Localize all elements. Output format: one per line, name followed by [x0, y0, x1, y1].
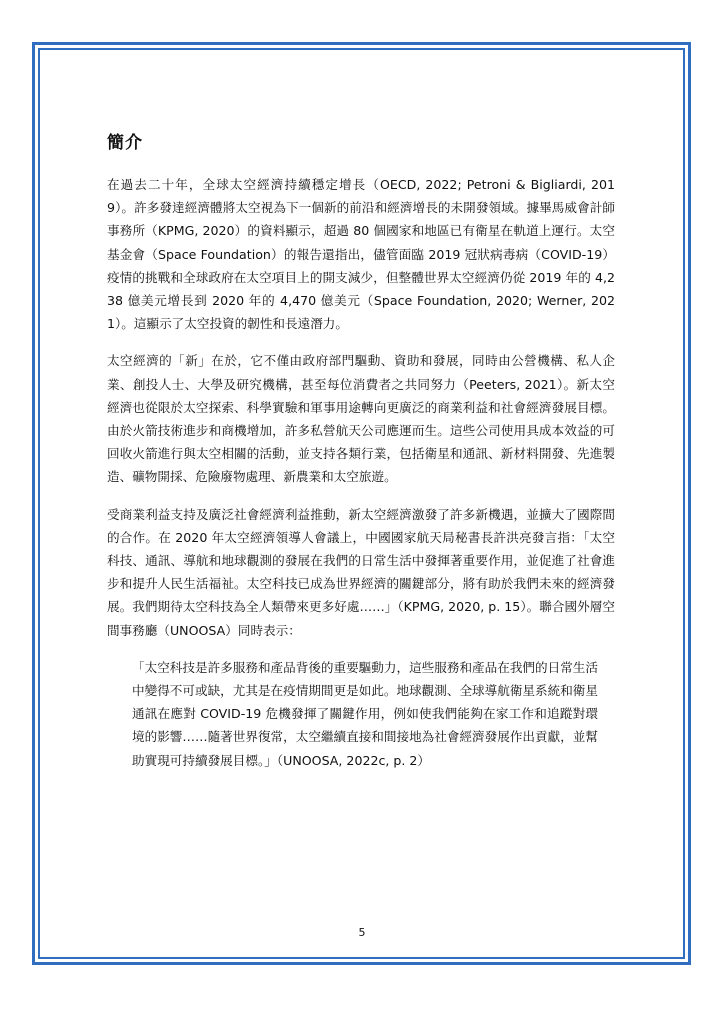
page-number: 5 — [358, 926, 366, 939]
paragraph-3: 受商業利益支持及廣泛社會經濟利益推動，新太空經濟激發了許多新機遇，並擴大了國際間的合作。在 2020 年太空經濟領導人會議上，中國國家航天局秘書長許洪亮發言指：「太空科技、通訊、導航和地球觀測的發展在我們的日常生活中發揮著重要作用，並促進了社會進步和提升人民生活福祉。太空科技已成為世界經濟的關鍵部分，將有助於我們未來的經濟發展。我們期待太空科技為全人類帶來更多好處……」（KPMG, 2020, p. 15）。聯合國外層空間事務廳（UNOOSA）同時表示： — [107, 506, 615, 638]
paragraph-2: 太空經濟的「新」在於，它不僅由政府部門驅動、資助和發展，同時由公營機構、私人企業、創投人士、大學及研究機構，甚至每位消費者之共同努力（Peeters, 2021）。新太空經濟也從限於太空探索、科學實驗和軍事用途轉向更廣泛的商業利益和社會經濟發展目標。由於火箭技術進步和商機增加，許多私營航天公司應運而生。這些公司使用具成本效益的可回收火箭進行與太空相關的活動，並支持各類行業，包括衛星和通訊、新材料開發、先進製造、礦物開採、危險廢物處理、新農業和太空旅遊。 — [107, 353, 615, 485]
block-quote: 「太空科技是許多服務和產品背後的重要驅動力，這些服務和產品在我們的日常生活中變得不可或缺，尤其是在疫情期間更是如此。地球觀測、全球導航衛星系統和衛星通訊在應對 COVID-19 危機發揮了關鍵作用，例如使我們能夠在家工作和追蹤對環境的影響……隨著世界復常，太空繼續直接和間接地為社會經濟發展作出貢獻，並幫助實現可持續發展目標。」（UNOOSA, 2022c, p. 2） — [132, 659, 598, 768]
paragraph-1: 在過去二十年，全球太空經濟持續穩定增長（OECD, 2022; Petroni & Bigliardi, 2019）。許多發達經濟體將太空視為下一個新的前沿和經濟增長的未開發領域。據畢馬威會計師事務所（KPMG, 2020）的資料顯示，超過 80 個國家和地區已有衛星在軌道上運行。太空基金會（Space Foundation）的報告還指出，儘管面臨 2019 冠狀病毒病（COVID-19）疫情的挑戰和全球政府在太空項目上的開支減少，但整體世界太空經濟仍從 2019 年的 4,238 億美元增長到 2020 年的 4,470 億美元（Space Foundation, 2020; Werner, 2021）。這顯示了太空投資的韌性和長遠潛力。 — [107, 177, 615, 332]
page-content — [107, 131, 615, 772]
section-heading: 簡介 — [107, 133, 143, 153]
